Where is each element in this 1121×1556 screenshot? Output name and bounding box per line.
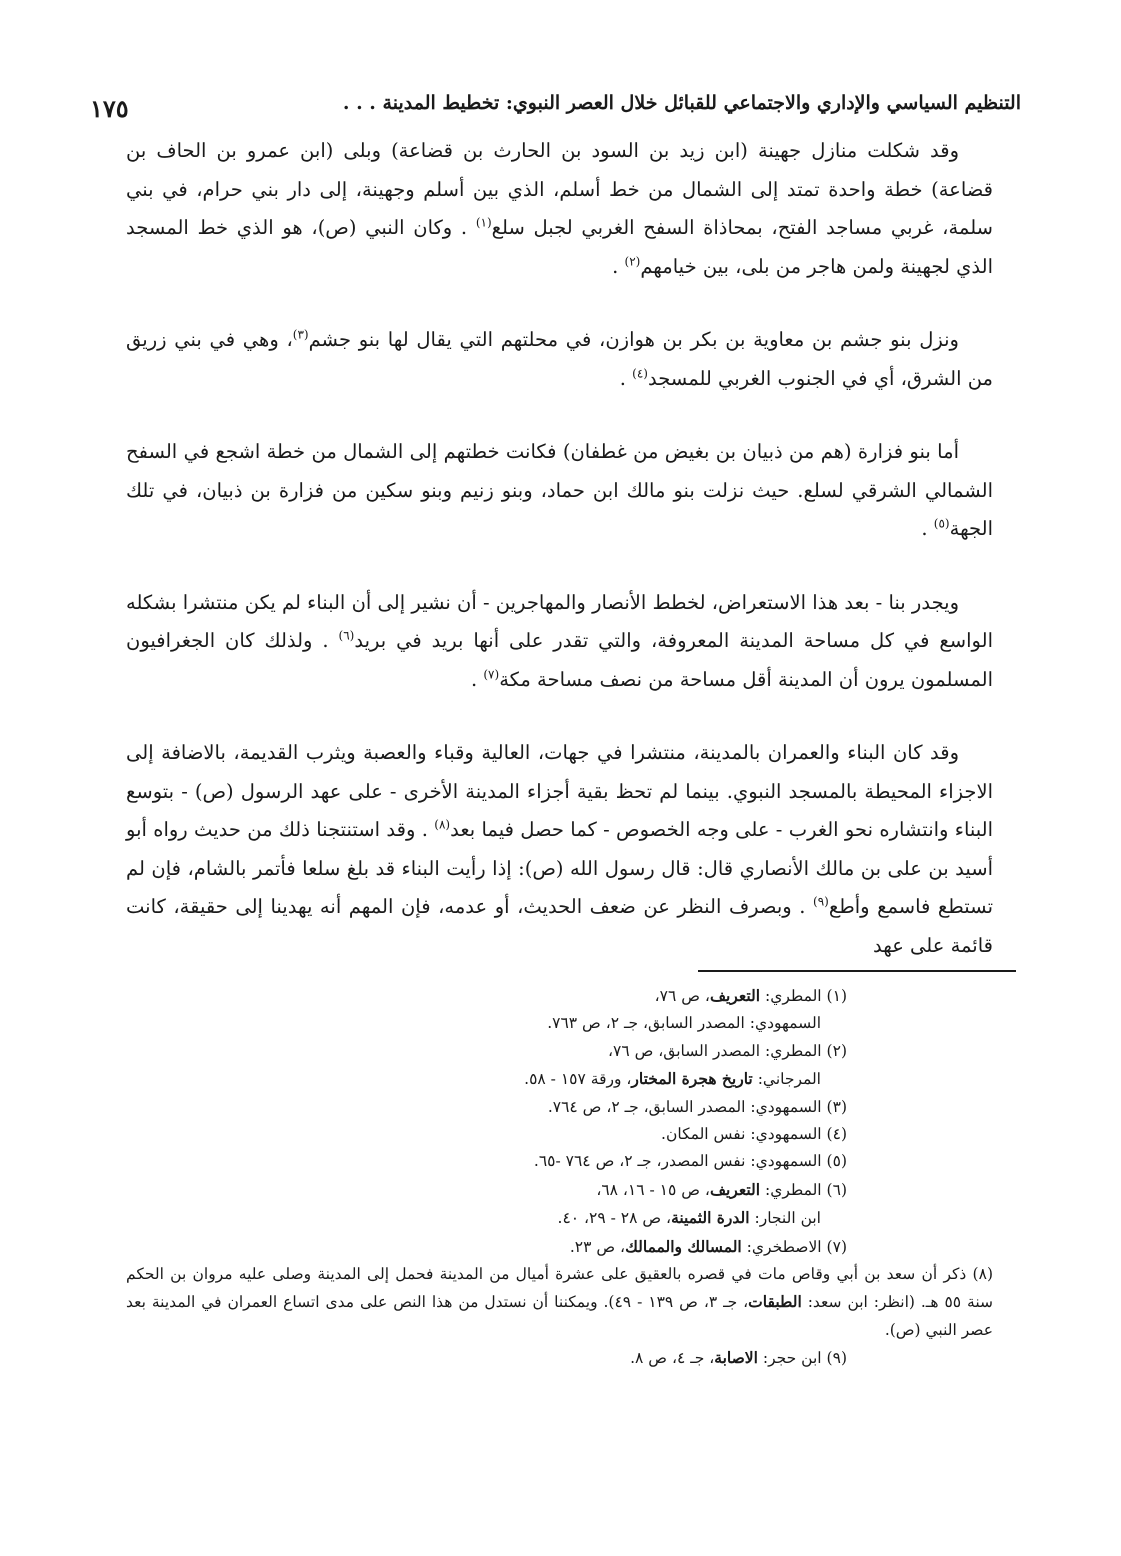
footnote-source-title: التعريف [709,1179,761,1199]
footnote-ref[interactable]: (١) [475,215,492,230]
footnote-text: ، ص ١٥ - ١٦، ٦٨، [596,1180,710,1199]
footnote-ref[interactable]: (٢) [624,254,641,268]
footnote-separator [698,970,1016,972]
footnote-text: ابن حجر: [762,1349,822,1368]
page-header [90,92,1021,126]
footnote-ref[interactable]: (٥) [933,516,950,531]
footnote-text: المطري: [764,1180,822,1199]
page-number: ١٧٥ [90,94,129,123]
text-run: . [470,667,478,691]
paragraph [126,734,993,965]
footnote [126,1204,993,1232]
text-run: . ولذلك كان الجغرافيون المسلمون يرون أن المدينة أقل مساحة من نصف مساحة مكة [126,629,993,691]
text-run: . وبصرف النظر عن ضعف الحديث، أو عدمه، فإن المهم أنه يهدينا إلى حقيقة، كانت قائمة على عهد [126,895,993,957]
footnote [126,1148,993,1175]
paragraph [126,321,993,398]
paragraph [126,132,993,286]
footnote [126,1261,993,1344]
text-run: . [921,517,928,540]
footnote-ref[interactable]: (٧) [483,667,500,681]
footnote-number: (٤) [826,1125,847,1144]
footnote-text: ذكر أن سعد بن أبي وقاص مات في قصره بالعقيق على عشرة أميال من المدينة فحمل إلى المدينة وصلى عليه مروان بن الحكم سنة ٥٥ هـ. (انظر: ابن سعد: [126,1265,994,1312]
text-run: وقد كان البناء والعمران بالمدينة، منتشرا في جهات، العالية وقباء والعصبة ويثرب القديمة، بالاضافة إلى الاجزاء المحيطة بالمسجد النبوي. بينما لم تحظ بقية أجزاء المدينة الأخرى - على عهد الرسول (ص) - بتوسع البناء وانتشاره نحو الغرب - على وجه الخصوص - كما حصل فيما بعد [126,741,994,841]
footnote-source-title: تاريخ هجرة المختار [631,1069,753,1089]
footnote-text: ، ص ٧٦، [654,987,710,1005]
footnote-text: المطري: [764,987,822,1005]
footnote-text: ابن النجار: [754,1209,821,1228]
footnote [126,1038,993,1065]
footnote-text: ، جـ ٤، ص ٨. [630,1349,715,1368]
footnote-text: ، جـ ٣، ص ١٣٩ - ٤٩). ويمكننا أن نستدل من هذا النص على مدى اتساع العمران في المدينة بعد عصر النبي (ص). [126,1293,993,1339]
footnote-number: (٩) [826,1349,847,1368]
footnote-text: ، ص ٢٣. [569,1237,626,1256]
text-run: . [619,366,626,390]
footnote-ref[interactable]: (٣) [292,327,309,342]
footnote-text: المطري: المصدر السابق، ص ٧٦، [608,1041,822,1060]
footnote-text: السمهودي: المصدر السابق، جـ ٢، ص ٧٦٣. [547,1014,821,1033]
footnote-text: المرجاني: [757,1070,821,1089]
text-run: ، وهي في بني زريق من الشرق، أي في الجنوب الغربي للمسجد [126,328,993,390]
footnote-number: (١) [826,987,847,1005]
footnote-text: السمهودي: نفس المكان. [661,1125,822,1144]
footnotes [126,982,993,1373]
footnote-number: (٨) [972,1265,993,1284]
footnote [126,1344,993,1372]
footnote [126,1065,993,1093]
footnote [126,1233,993,1261]
text-run: . وقد استنتجنا ذلك من حديث رواه أبو أسيد بن على بن مالك الأنصاري قال: قال رسول الله (ص): إذا رأيت البناء قد بلغ سلعا فأتمر بالشام، فإن لم تستطع فاسمع وأطع [126,818,993,918]
footnote [126,982,993,1010]
text-run: ونزل بنو جشم بن معاوية بن بكر بن هوازن، في محلتهم التي يقال لها بنو جشم [308,328,959,351]
footnote-text: السمهودي: نفس المصدر، جـ ٢، ص ٧٦٤ -٦٥. [533,1152,822,1171]
footnote-ref[interactable]: (٩) [813,894,829,909]
footnote-number: (٧) [826,1237,847,1256]
footnote-source-title: المسالك والممالك [625,1236,742,1256]
paragraph [126,584,993,700]
footnote [126,1094,993,1121]
footnote-text: السمهودي: المصدر السابق، جـ ٢، ص ٧٦٤. [547,1097,822,1116]
footnote-number: (٦) [826,1180,847,1199]
body-text [126,132,993,965]
text-run: . [612,254,619,278]
footnote-ref[interactable]: (٤) [632,366,648,380]
footnote-source-title: الدرة الثمينة [671,1208,750,1228]
footnote-text: ، ص ٢٨ - ٢٩، ٤٠. [557,1209,672,1228]
footnote-text: الاصطخري: [746,1237,822,1256]
footnote-number: (٢) [826,1041,847,1060]
footnote [126,1010,993,1037]
footnote-ref[interactable]: (٨) [434,817,451,832]
text-run: وقد شكلت منازل جهينة (ابن زيد بن السود بن الحارث بن قضاعة) وبلى (ابن عمرو بن الحاف بن قضاعة) خطة واحدة تمتد إلى الشمال من خط أسلم، الذي بين أسلم وجهينة، إلى دار بني حرام، في بني سلمة، غربي مساجد الفتح، بمحاذاة السفح الغربي لجبل سلع [126,139,994,239]
footnote-source-title: الطبقات [748,1292,802,1312]
paragraph [126,433,993,549]
footnote-number: (٣) [826,1097,847,1116]
footnote [126,1176,993,1204]
footnote-source-title: التعريف [709,986,761,1005]
footnote [126,1121,993,1148]
running-title: التنظيم السياسي والإداري والاجتماعي للقبائل خلال العصر النبوي: تخطيط المدينة . . . [342,92,1021,114]
footnote-number: (٥) [826,1152,847,1171]
footnote-ref[interactable]: (٦) [338,628,355,643]
text-run: . وكان النبي (ص)، هو الذي خط المسجد الذي لجهينة ولمن هاجر من بلى، بين خيامهم [126,216,993,278]
footnote-text: ، ورقة ١٥٧ - ٥٨. [524,1070,632,1089]
text-run: أما بنو فزارة (هم من ذبيان بن بغيض من غطفان) فكانت خطتهم إلى الشمال من خطة اشجع في السفح الشمالي الشرقي لسلع. حيث نزلت بنو مالك ابن حماد، وبنو زنيم وبنو سكين من فزارة بن ذبيان، في تلك الجهة [126,440,993,540]
footnote-source-title: الاصابة [714,1348,758,1368]
text-run: ويجدر بنا - بعد هذا الاستعراض، لخطط الأنصار والمهاجرين - أن نشير إلى أن البناء لم يكن منتشرا بشكله الواسع في كل مساحة المدينة المعروفة، والتي تقدر على أنها بريد في بريد [126,590,993,652]
